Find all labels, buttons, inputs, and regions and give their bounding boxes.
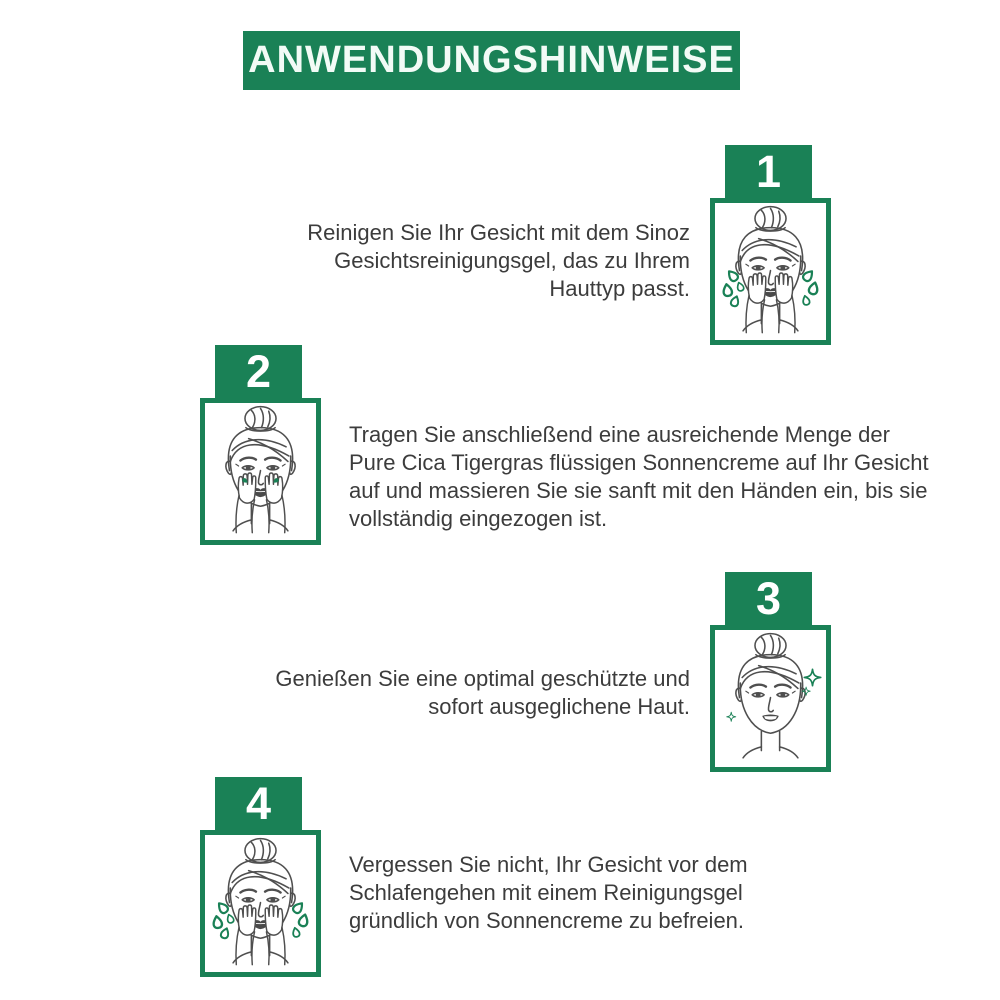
woman-applying-cream-icon (205, 403, 316, 540)
woman-glowing-skin-sparkles-icon (715, 630, 826, 767)
step-2-number-badge: 2 (215, 345, 302, 398)
step-text-line: Genießen Sie eine optimal geschützte und (275, 666, 690, 691)
step-1-figure (710, 145, 831, 345)
step-text-line: Reinigen Sie Ihr Gesicht mit dem Sinoz (307, 220, 690, 245)
step-4-text (349, 851, 829, 935)
step-2-illustration-frame (200, 398, 321, 545)
water-droplets-icon (722, 269, 819, 308)
step-4-number-badge: 4 (215, 777, 302, 830)
woman-washing-face-with-droplets-icon (205, 835, 316, 972)
step-text-line: Gesichtsreinigungsgel, das zu Ihrem (334, 248, 690, 273)
step-4-figure (200, 777, 321, 977)
title-banner (243, 31, 740, 90)
step-text-line: Vergessen Sie nicht, Ihr Gesicht vor dem (349, 852, 748, 877)
step-2-figure (200, 345, 321, 545)
step-4-illustration-frame (200, 830, 321, 977)
step-2-text (349, 421, 964, 533)
step-1-number-badge: 1 (725, 145, 812, 198)
step-3-text (230, 665, 690, 721)
page-title: ANWENDUNGSHINWEISE (248, 39, 735, 81)
step-1-illustration-frame (710, 198, 831, 345)
water-droplets-icon (212, 901, 309, 940)
woman-washing-face-with-droplets-icon (715, 203, 826, 340)
step-text-line: Tragen Sie anschließend eine ausreichende Menge der (349, 422, 890, 447)
step-text-line: sofort ausgeglichene Haut. (428, 694, 690, 719)
step-text-line: Pure Cica Tigergras flüssigen Sonnencreme auf Ihr Gesicht (349, 450, 929, 475)
step-1-text (280, 219, 690, 303)
step-3-figure (710, 572, 831, 772)
step-text-line: Schlafengehen mit einem Reinigungsgel (349, 880, 743, 905)
step-text-line: Hauttyp passt. (549, 276, 690, 301)
step-3-illustration-frame (710, 625, 831, 772)
step-text-line: auf und massieren Sie sie sanft mit den Händen ein, bis sie (349, 478, 928, 503)
step-text-line: vollständig eingezogen ist. (349, 506, 608, 531)
step-text-line: gründlich von Sonnencreme zu befreien. (349, 908, 745, 933)
step-3-number-badge: 3 (725, 572, 812, 625)
